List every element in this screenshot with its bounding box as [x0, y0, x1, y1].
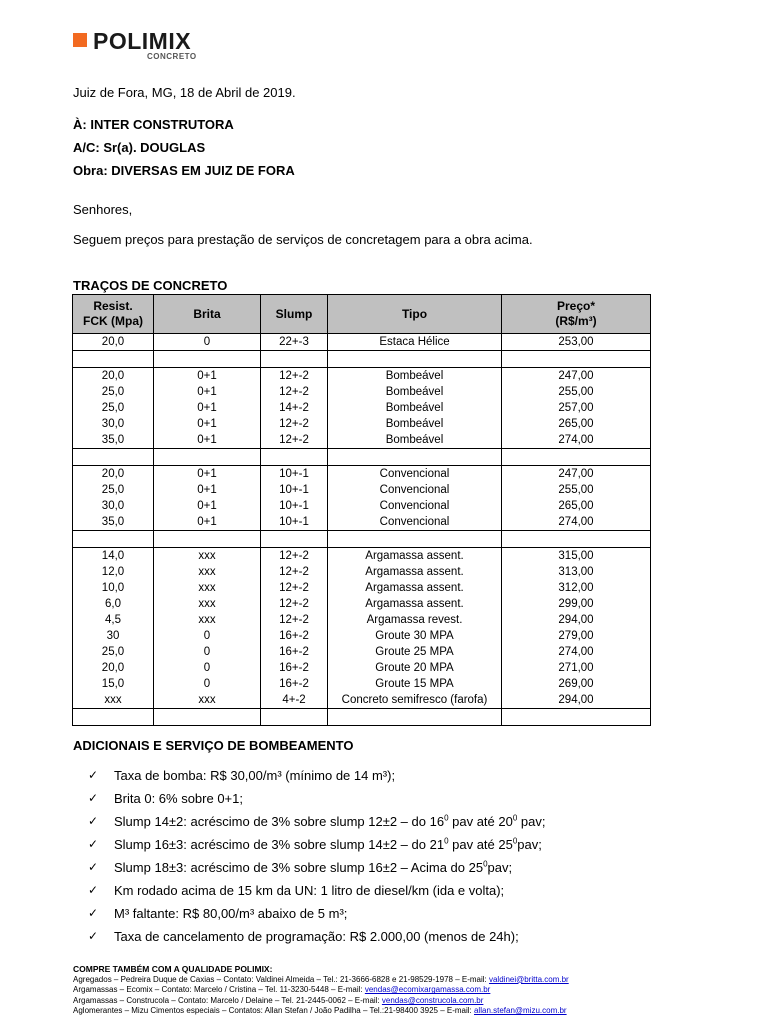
cell-slump: 12+-2	[261, 580, 328, 596]
adds-item-mid: pav até 25	[448, 837, 513, 852]
table-row	[73, 660, 651, 676]
adds-item-pre: M³ faltante: R$ 80,00/m³ abaixo de 5 m³;	[114, 906, 348, 921]
cell-tipo: Argamassa assent.	[328, 580, 502, 596]
cell-slump: 16+-2	[261, 676, 328, 692]
table-row	[73, 400, 651, 416]
cell-resist	[73, 531, 154, 548]
cell-tipo: Convencional	[328, 514, 502, 531]
cell-slump: 10+-1	[261, 482, 328, 498]
cell-brita: xxx	[154, 596, 261, 612]
cell-preco: 255,00	[502, 384, 651, 400]
header-tipo: Tipo	[328, 295, 502, 334]
adds-item-s1: 0	[444, 813, 449, 823]
checkmark-icon: ✓	[88, 929, 99, 943]
table-row	[73, 351, 651, 368]
cell-tipo	[328, 709, 502, 726]
cell-tipo: Bombeável	[328, 368, 502, 385]
footer-email-link[interactable]: vendas@construcola.com.br	[381, 995, 484, 1005]
header-resist-line2: FCK (Mpa)	[83, 314, 143, 328]
adds-item	[88, 856, 545, 879]
footer-line-text: Argamassas – Construcola – Contato: Marcelo / Delaine – Tel. 21-2445-0062 – E-mail:	[73, 995, 382, 1005]
intro-text: Seguem preços para prestação de serviços de concretagem para a obra acima.	[73, 232, 533, 247]
table-header-row	[73, 295, 651, 334]
cell-brita	[154, 351, 261, 368]
cell-resist: 20,0	[73, 466, 154, 483]
cell-resist: 6,0	[73, 596, 154, 612]
header-resist	[73, 295, 154, 334]
adds-item	[88, 810, 545, 833]
cell-preco	[502, 531, 651, 548]
footer	[73, 964, 569, 1017]
cell-preco: 315,00	[502, 548, 651, 565]
cell-tipo: Groute 25 MPA	[328, 644, 502, 660]
adds-item	[88, 833, 545, 856]
greeting: Senhores,	[73, 202, 133, 217]
cell-resist	[73, 709, 154, 726]
table-row	[73, 432, 651, 449]
cell-tipo	[328, 449, 502, 466]
cell-slump: 12+-2	[261, 368, 328, 385]
cell-slump: 12+-2	[261, 612, 328, 628]
cell-resist: 35,0	[73, 432, 154, 449]
cell-brita: 0+1	[154, 514, 261, 531]
footer-line	[73, 1006, 569, 1017]
cell-resist: 30,0	[73, 498, 154, 514]
table-row	[73, 580, 651, 596]
cell-slump: 12+-2	[261, 596, 328, 612]
table-row	[73, 628, 651, 644]
cell-tipo: Bombeável	[328, 384, 502, 400]
cell-slump: 10+-1	[261, 514, 328, 531]
adds-item-s2: 0	[512, 836, 518, 846]
table-row	[73, 709, 651, 726]
cell-resist: 10,0	[73, 580, 154, 596]
adds-list	[88, 764, 545, 948]
cell-brita: 0+1	[154, 482, 261, 498]
footer-title: COMPRE TAMBÉM COM A QUALIDADE POLIMIX:	[73, 964, 273, 974]
footer-email-link[interactable]: valdinei@britta.com.br	[488, 974, 569, 984]
cell-brita: xxx	[154, 548, 261, 565]
adds-item	[88, 925, 545, 948]
adds-item	[88, 764, 545, 787]
cell-brita: xxx	[154, 580, 261, 596]
logo-sub: CONCRETO	[147, 52, 197, 61]
cell-brita	[154, 709, 261, 726]
cell-preco: 274,00	[502, 514, 651, 531]
cell-slump: 4+-2	[261, 692, 328, 709]
cell-tipo: Convencional	[328, 482, 502, 498]
table-row	[73, 531, 651, 548]
cell-brita	[154, 531, 261, 548]
checkmark-icon: ✓	[88, 791, 99, 805]
adds-item-s2: 0	[512, 813, 518, 823]
cell-brita: 0+1	[154, 466, 261, 483]
cell-preco: 253,00	[502, 334, 651, 351]
cell-slump	[261, 709, 328, 726]
cell-slump: 12+-2	[261, 548, 328, 565]
footer-line	[73, 996, 569, 1007]
cell-slump: 10+-1	[261, 466, 328, 483]
cell-brita: xxx	[154, 692, 261, 709]
cell-tipo: Convencional	[328, 466, 502, 483]
cell-resist: 12,0	[73, 564, 154, 580]
cell-brita: 0+1	[154, 368, 261, 385]
checkmark-icon: ✓	[88, 883, 99, 897]
cell-slump: 14+-2	[261, 400, 328, 416]
footer-line-text: Argamassas – Ecomix – Contato: Marcelo / Cristina – Tel. 11-3230-5448 – E-mail:	[73, 985, 365, 995]
adds-item-pre: Brita 0: 6% sobre 0+1;	[114, 791, 243, 806]
cell-preco: 269,00	[502, 676, 651, 692]
adds-item-mid: pav;	[487, 860, 513, 875]
table-row	[73, 548, 651, 565]
cell-resist: xxx	[73, 692, 154, 709]
cell-tipo: Groute 30 MPA	[328, 628, 502, 644]
adds-item-s1: 0	[483, 859, 488, 869]
cell-brita: 0	[154, 628, 261, 644]
cell-resist: 15,0	[73, 676, 154, 692]
table-row	[73, 416, 651, 432]
cell-slump: 12+-2	[261, 432, 328, 449]
cell-brita: 0	[154, 644, 261, 660]
header-preco	[502, 295, 651, 334]
cell-resist: 25,0	[73, 482, 154, 498]
cell-brita: 0	[154, 660, 261, 676]
table-row	[73, 334, 651, 351]
cell-preco: 294,00	[502, 612, 651, 628]
adds-item	[88, 879, 545, 902]
header-slump: Slump	[261, 295, 328, 334]
cell-resist: 20,0	[73, 334, 154, 351]
cell-slump: 10+-1	[261, 498, 328, 514]
adds-item-post: pav;	[517, 814, 546, 829]
table-row	[73, 449, 651, 466]
table-row	[73, 498, 651, 514]
logo-square-icon	[73, 33, 87, 47]
header-brita: Brita	[154, 295, 261, 334]
cell-preco: 247,00	[502, 466, 651, 483]
cell-brita: 0+1	[154, 498, 261, 514]
cell-tipo: Groute 20 MPA	[328, 660, 502, 676]
checkmark-icon: ✓	[88, 768, 99, 782]
cell-brita: 0+1	[154, 384, 261, 400]
cell-preco: 274,00	[502, 644, 651, 660]
project: Obra: DIVERSAS EM JUIZ DE FORA	[73, 163, 295, 178]
cell-slump: 16+-2	[261, 644, 328, 660]
cell-tipo: Argamassa revest.	[328, 612, 502, 628]
cell-slump: 16+-2	[261, 628, 328, 644]
table-row	[73, 644, 651, 660]
adds-title: ADICIONAIS E SERVIÇO DE BOMBEAMENTO	[73, 738, 354, 753]
checkmark-icon: ✓	[88, 860, 99, 874]
cell-slump: 12+-2	[261, 384, 328, 400]
cell-tipo: Bombeável	[328, 432, 502, 449]
table-row	[73, 564, 651, 580]
cell-preco	[502, 449, 651, 466]
cell-resist	[73, 351, 154, 368]
footer-line	[73, 975, 569, 986]
table-row	[73, 676, 651, 692]
cell-tipo: Concreto semifresco (farofa)	[328, 692, 502, 709]
cell-tipo: Bombeável	[328, 400, 502, 416]
cell-tipo: Argamassa assent.	[328, 564, 502, 580]
adds-item-pre: Slump 14±2: acréscimo de 3% sobre slump 12±2 – do 16	[114, 814, 445, 829]
cell-slump: 12+-2	[261, 416, 328, 432]
cell-preco: 257,00	[502, 400, 651, 416]
cell-preco: 265,00	[502, 416, 651, 432]
header-preco-line2: (R$/m³)	[555, 314, 597, 328]
checkmark-icon: ✓	[88, 906, 99, 920]
cell-preco: 294,00	[502, 692, 651, 709]
cell-preco: 279,00	[502, 628, 651, 644]
cell-resist	[73, 449, 154, 466]
footer-email-link[interactable]: vendas@ecomixargamassa.com.br	[364, 985, 491, 995]
cell-resist: 30,0	[73, 416, 154, 432]
polimix-logo	[73, 30, 213, 60]
cell-tipo: Groute 15 MPA	[328, 676, 502, 692]
table-row	[73, 482, 651, 498]
footer-line	[73, 985, 569, 996]
cell-tipo	[328, 351, 502, 368]
cell-slump	[261, 351, 328, 368]
cell-resist: 25,0	[73, 384, 154, 400]
cell-preco: 274,00	[502, 432, 651, 449]
cell-preco: 247,00	[502, 368, 651, 385]
table-title: TRAÇOS DE CONCRETO	[73, 278, 228, 293]
footer-email-link[interactable]: allan.stefan@mizu.com.br	[473, 1006, 567, 1016]
adds-item-mid: pav até 20	[448, 814, 513, 829]
cell-slump: 12+-2	[261, 564, 328, 580]
cell-brita: 0	[154, 334, 261, 351]
adds-item-pre: Taxa de bomba: R$ 30,00/m³ (mínimo de 14 m³);	[114, 768, 396, 783]
cell-tipo: Estaca Hélice	[328, 334, 502, 351]
cell-resist: 25,0	[73, 644, 154, 660]
table-row	[73, 514, 651, 531]
cell-brita: xxx	[154, 612, 261, 628]
cell-brita: 0+1	[154, 400, 261, 416]
cell-tipo: Argamassa assent.	[328, 596, 502, 612]
adds-item-pre: Km rodado acima de 15 km da UN: 1 litro de diesel/km (ida e volta);	[114, 883, 505, 898]
recipient: À: INTER CONSTRUTORA	[73, 117, 234, 132]
date-line: Juiz de Fora, MG, 18 de Abril de 2019.	[73, 85, 296, 100]
cell-brita: 0	[154, 676, 261, 692]
table-row	[73, 384, 651, 400]
adds-item	[88, 902, 545, 925]
cell-resist: 4,5	[73, 612, 154, 628]
table-row	[73, 368, 651, 385]
cell-tipo: Bombeável	[328, 416, 502, 432]
checkmark-icon: ✓	[88, 814, 99, 828]
adds-item	[88, 787, 545, 810]
cell-resist: 30	[73, 628, 154, 644]
cell-slump: 22+-3	[261, 334, 328, 351]
table-row	[73, 596, 651, 612]
cell-resist: 25,0	[73, 400, 154, 416]
table-row	[73, 466, 651, 483]
header-resist-line1: Resist.	[93, 299, 133, 313]
cell-resist: 20,0	[73, 660, 154, 676]
cell-preco: 312,00	[502, 580, 651, 596]
footer-lines	[73, 975, 569, 1017]
cell-preco: 313,00	[502, 564, 651, 580]
price-table	[72, 294, 651, 726]
cell-brita	[154, 449, 261, 466]
attention: A/C: Sr(a). DOUGLAS	[73, 140, 206, 155]
logo-brand: POLIMIX	[93, 28, 192, 54]
cell-slump: 16+-2	[261, 660, 328, 676]
adds-item-pre: Slump 18±3: acréscimo de 3% sobre slump 16±2 – Acima do 25	[114, 860, 484, 875]
table-row	[73, 692, 651, 709]
cell-slump	[261, 449, 328, 466]
footer-line-text: Agregados – Pedreira Duque de Caxias – Contato: Valdinei Almeida – Tel.: 21-3666-6828 e 21-98529-1978 – E-mail:	[73, 974, 489, 984]
adds-item-post: pav;	[517, 837, 542, 852]
cell-resist: 20,0	[73, 368, 154, 385]
cell-resist: 35,0	[73, 514, 154, 531]
adds-item-pre: Slump 16±3: acréscimo de 3% sobre slump 14±2 – do 21	[114, 837, 445, 852]
cell-tipo	[328, 531, 502, 548]
cell-resist: 14,0	[73, 548, 154, 565]
price-table-body	[73, 334, 651, 726]
checkmark-icon: ✓	[88, 837, 99, 851]
cell-preco	[502, 709, 651, 726]
cell-preco: 299,00	[502, 596, 651, 612]
cell-brita: 0+1	[154, 416, 261, 432]
cell-preco: 255,00	[502, 482, 651, 498]
cell-tipo: Argamassa assent.	[328, 548, 502, 565]
footer-line-text: Aglomerantes – Mizu Cimentos especiais – Contatos: Allan Stefan / João Padilha – Tel.:21-98400 3925 – E-mail:	[73, 1006, 474, 1016]
adds-item-s1: 0	[444, 836, 449, 846]
header-preco-line1: Preço*	[556, 299, 596, 313]
cell-slump	[261, 531, 328, 548]
cell-preco: 271,00	[502, 660, 651, 676]
cell-brita: xxx	[154, 564, 261, 580]
cell-preco: 265,00	[502, 498, 651, 514]
table-row	[73, 612, 651, 628]
adds-item-pre: Taxa de cancelamento de programação: R$ 2.000,00 (menos de 24h);	[114, 929, 519, 944]
cell-preco	[502, 351, 651, 368]
cell-tipo: Convencional	[328, 498, 502, 514]
cell-brita: 0+1	[154, 432, 261, 449]
